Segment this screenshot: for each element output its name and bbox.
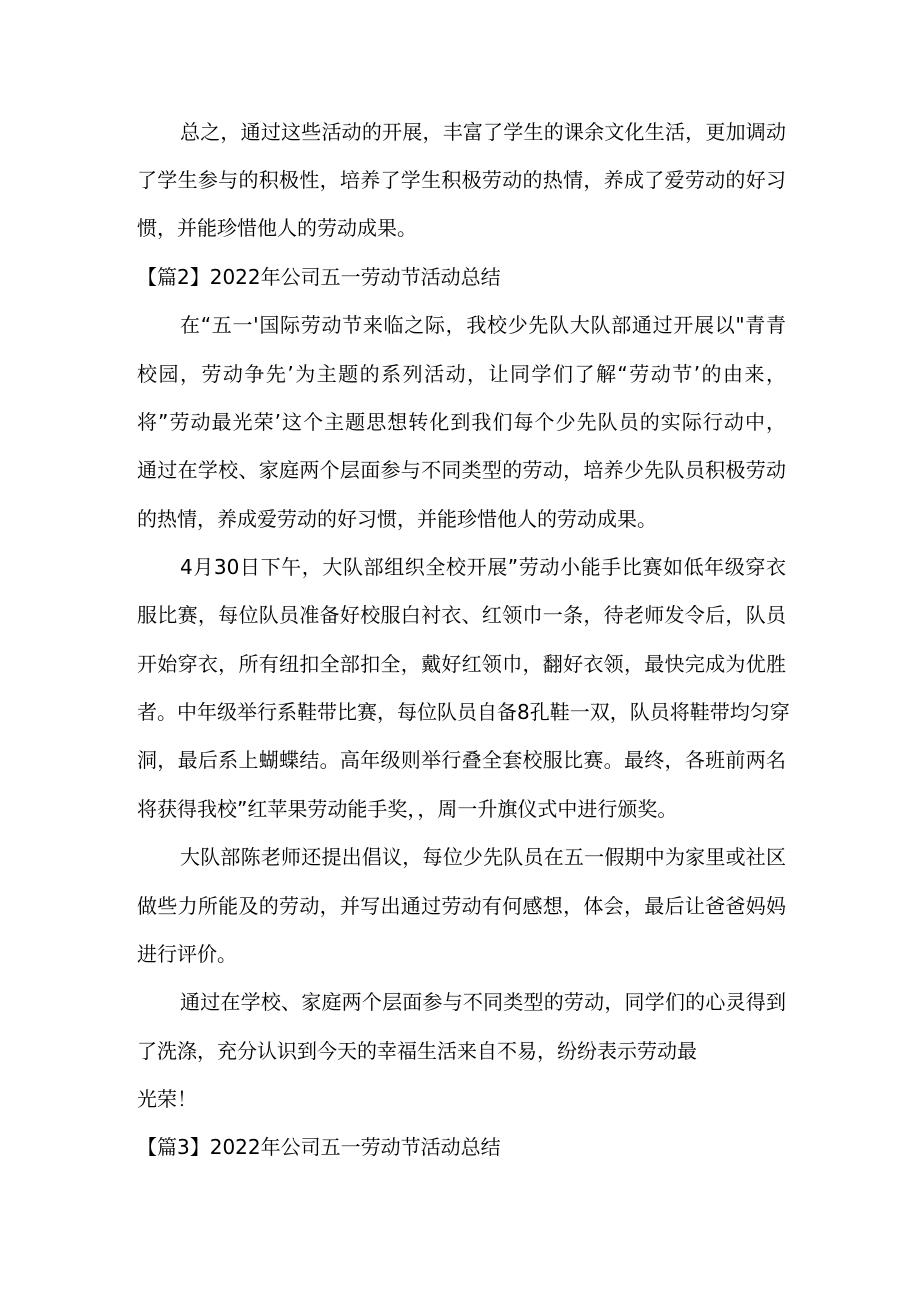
paragraph-1-line-2: 了学生参与的积极性，培养了学生积极劳动的热情，养成了爱劳动的好习 xyxy=(137,168,786,192)
paragraph-4-line-1: 大队部陈老师还提出倡议，每位少先队员在五一假期中为家里或社区 xyxy=(180,845,786,869)
paragraph-2-line-5: 的热情，养成爱劳动的好习惯，并能珍惜他人的劳动成果。 xyxy=(137,507,657,531)
paragraph-3-line-3: 开始穿衣，所有纽扣全部扣全，戴好红领巾，翻好衣领，最快完成为优胜 xyxy=(137,652,786,676)
paragraph-2-line-3: 将”劳动最光荣’这个主题思想转化到我们每个少先队员的实际行动中， xyxy=(137,410,786,434)
paragraph-3-line-2: 服比赛，每位队员准备好校服白衬衣、红领巾一条，待老师发令后，队员 xyxy=(137,603,786,627)
paragraph-3-line-6: 将获得我校”红苹果劳动能手奖，，周一升旗仪式中进行颁奖。 xyxy=(137,797,678,821)
paragraph-5-line-3: 光荣！ xyxy=(137,1087,197,1111)
paragraph-5-line-1: 通过在学校、家庭两个层面参与不同类型的劳动，同学们的心灵得到 xyxy=(180,990,786,1014)
paragraph-1-line-3: 惯，并能珍惜他人的劳动成果。 xyxy=(137,216,417,240)
paragraph-2-line-1: 在“五一'国际劳动节来临之际，我校少先队大队部通过开展以"青青 xyxy=(180,313,786,337)
paragraph-4-line-3: 进行评价。 xyxy=(137,942,237,966)
paragraph-5-line-2: 了洗涤，充分认识到今天的幸福生活来自不易，纷纷表示劳动最 xyxy=(137,1039,697,1063)
paragraph-2-line-4: 通过在学校、家庭两个层面参与不同类型的劳动，培养少先队员积极劳动 xyxy=(137,458,786,482)
paragraph-1-line-1: 总之，通过这些活动的开展，丰富了学生的课余文化生活，更加调动 xyxy=(180,120,786,144)
section-heading-2: 【篇2】2022年公司五一劳动节活动总结 xyxy=(137,265,501,289)
paragraph-4-line-2: 做些力所能及的劳动，并写出通过劳动有何感想，体会，最后让爸爸妈妈 xyxy=(137,894,786,918)
paragraph-3-line-5: 洞，最后系上蝴蝶结。高年级则举行叠全套校服比赛。最终，各班前两名 xyxy=(137,748,786,772)
paragraph-3-line-4: 者。中年级举行系鞋带比赛，每位队员自备8孔鞋一双，队员将鞋带均匀穿 xyxy=(137,700,790,724)
paragraph-2-line-2: 校园，劳动争先’为主题的系列活动，让同学们了解“劳动节’的由来， xyxy=(137,362,786,386)
paragraph-3-line-1: 4月30日下午，大队部组织全校开展”劳动小能手比赛如低年级穿衣 xyxy=(180,555,786,579)
section-heading-3: 【篇3】2022年公司五一劳动节活动总结 xyxy=(137,1135,501,1159)
